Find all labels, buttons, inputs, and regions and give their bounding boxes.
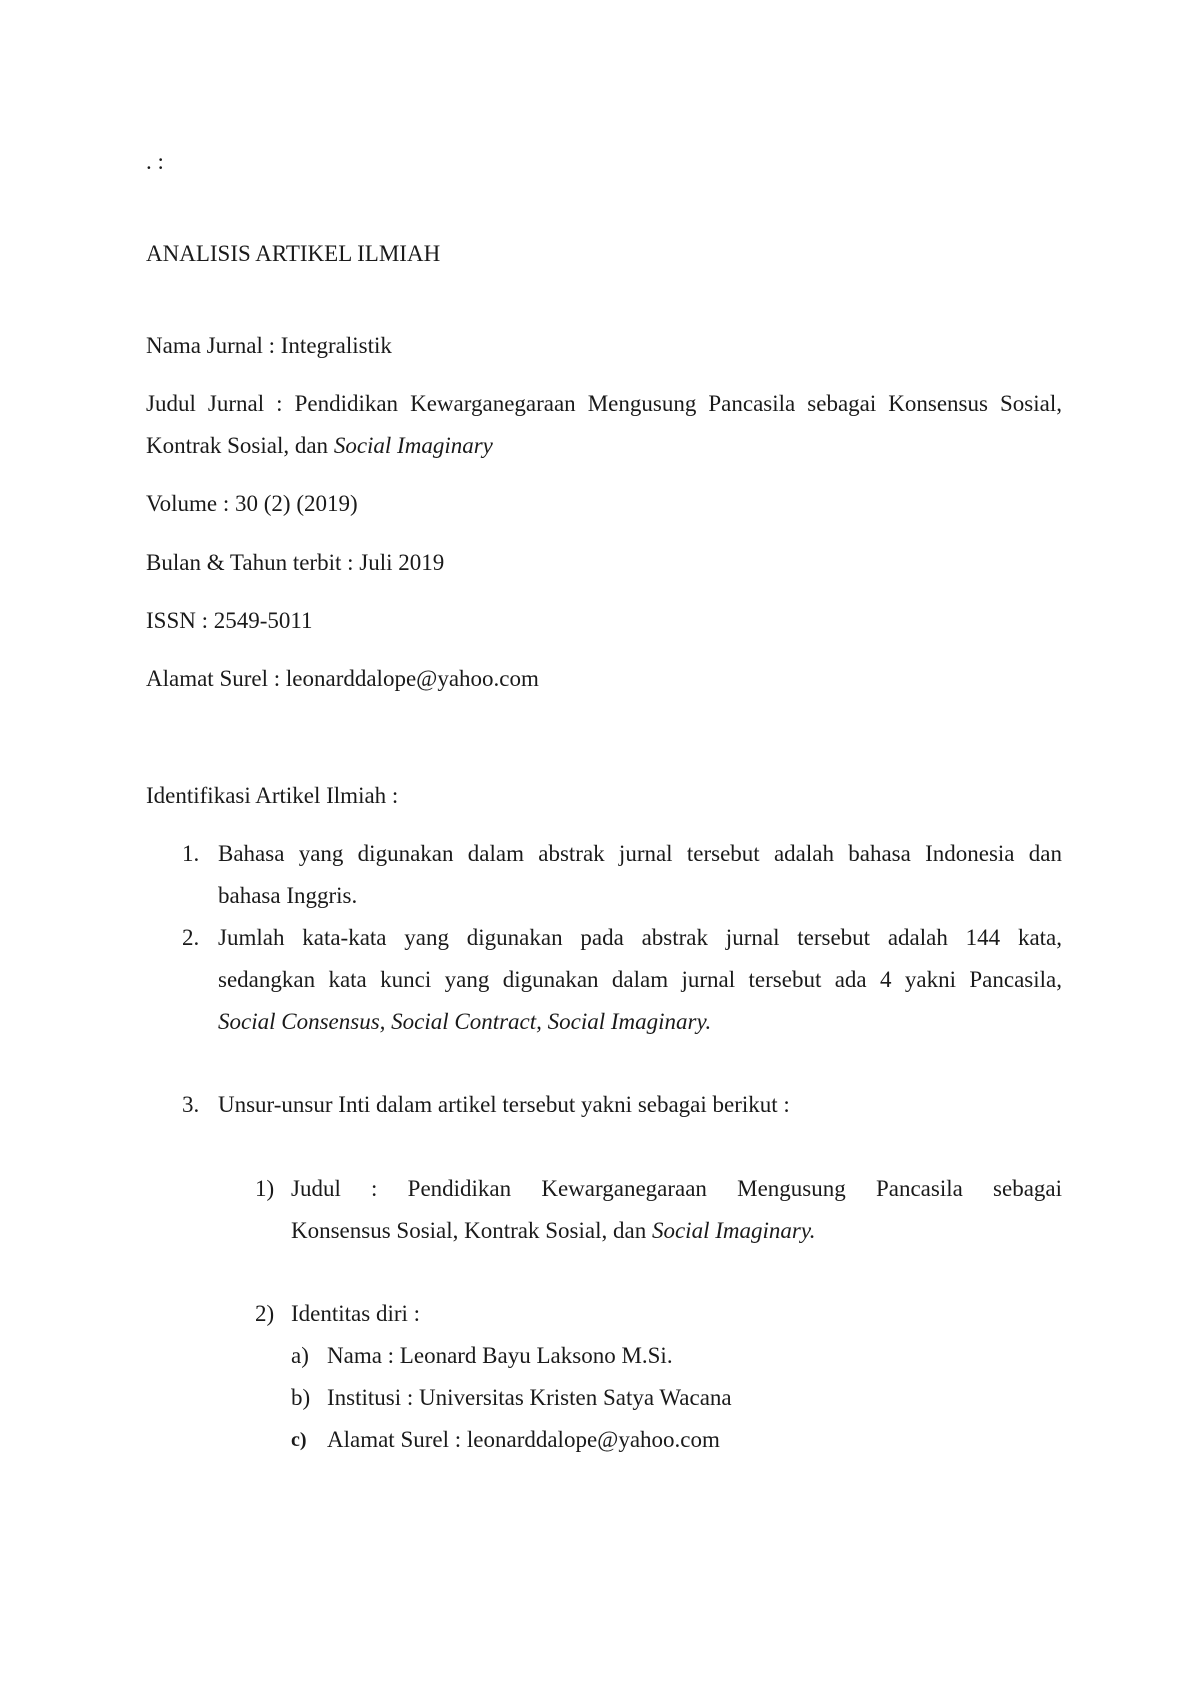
identifikasi-item-2-line1: Jumlah kata-kata yang digunakan pada abstrak jurnal tersebut adalah 144 kata, xyxy=(218,925,1062,950)
identifikasi-item-3-line1: Unsur-unsur Inti dalam artikel tersebut yakni sebagai berikut : xyxy=(218,1092,790,1117)
unsur-identitas-number: 2) xyxy=(255,1301,275,1326)
meta-bulan-tahun: Bulan & Tahun terbit : Juli 2019 xyxy=(146,550,445,575)
unsur-judul-line2-italic: Social Imaginary. xyxy=(651,1218,816,1243)
unsur-judul-number: 1) xyxy=(255,1176,275,1201)
identifikasi-item-1-line2: bahasa Inggris. xyxy=(218,883,358,908)
identitas-b-number: b) xyxy=(291,1385,311,1410)
meta-judul-line2-plain: Kontrak Sosial, dan xyxy=(146,433,334,458)
identifikasi-item-2-number: 2. xyxy=(182,925,200,950)
unsur-judul-line2-plain: Konsensus Sosial, Kontrak Sosial, dan xyxy=(291,1218,652,1243)
identitas-nama: Nama : Leonard Bayu Laksono M.Si. xyxy=(327,1343,673,1368)
unsur-identitas-heading: Identitas diri : xyxy=(291,1301,421,1326)
header-mark: . : xyxy=(146,149,164,174)
identifikasi-item-3-number: 3. xyxy=(182,1092,200,1117)
identitas-c-number: c) xyxy=(291,1429,307,1451)
meta-alamat-surel: Alamat Surel : leonarddalope@yahoo.com xyxy=(146,666,539,691)
identifikasi-item-2-keywords: Social Consensus, Social Contract, Social Imaginary. xyxy=(218,1009,712,1034)
unsur-judul-line1: Judul : Pendidikan Kewarganegaraan Mengusung Pancasila sebagai xyxy=(291,1176,1062,1201)
identitas-a-number: a) xyxy=(291,1343,309,1368)
identifikasi-item-2-line3 xyxy=(218,1008,711,1036)
unsur-judul-line2 xyxy=(291,1217,816,1245)
page-title: ANALISIS ARTIKEL ILMIAH xyxy=(146,241,441,266)
identifikasi-item-2-line2: sedangkan kata kunci yang digunakan dalam jurnal tersebut ada 4 yakni Pancasila, xyxy=(218,967,1062,992)
meta-nama-jurnal: Nama Jurnal : Integralistik xyxy=(146,333,392,358)
meta-judul-line2-italic: Social Imaginary xyxy=(333,433,493,458)
identifikasi-item-1-number: 1. xyxy=(182,841,200,866)
identitas-alamat-surel: Alamat Surel : leonarddalope@yahoo.com xyxy=(327,1427,720,1452)
identitas-institusi: Institusi : Universitas Kristen Satya Wacana xyxy=(327,1385,732,1410)
meta-judul-line1: Judul Jurnal : Pendidikan Kewarganegaraan Mengusung Pancasila sebagai Konsensus Sosial, xyxy=(146,391,1062,416)
identifikasi-heading: Identifikasi Artikel Ilmiah : xyxy=(146,783,399,808)
meta-issn: ISSN : 2549-5011 xyxy=(146,608,313,633)
identifikasi-item-1-line1: Bahasa yang digunakan dalam abstrak jurnal tersebut adalah bahasa Indonesia dan xyxy=(218,841,1062,866)
meta-judul-line2 xyxy=(146,432,493,460)
meta-volume: Volume : 30 (2) (2019) xyxy=(146,491,358,516)
